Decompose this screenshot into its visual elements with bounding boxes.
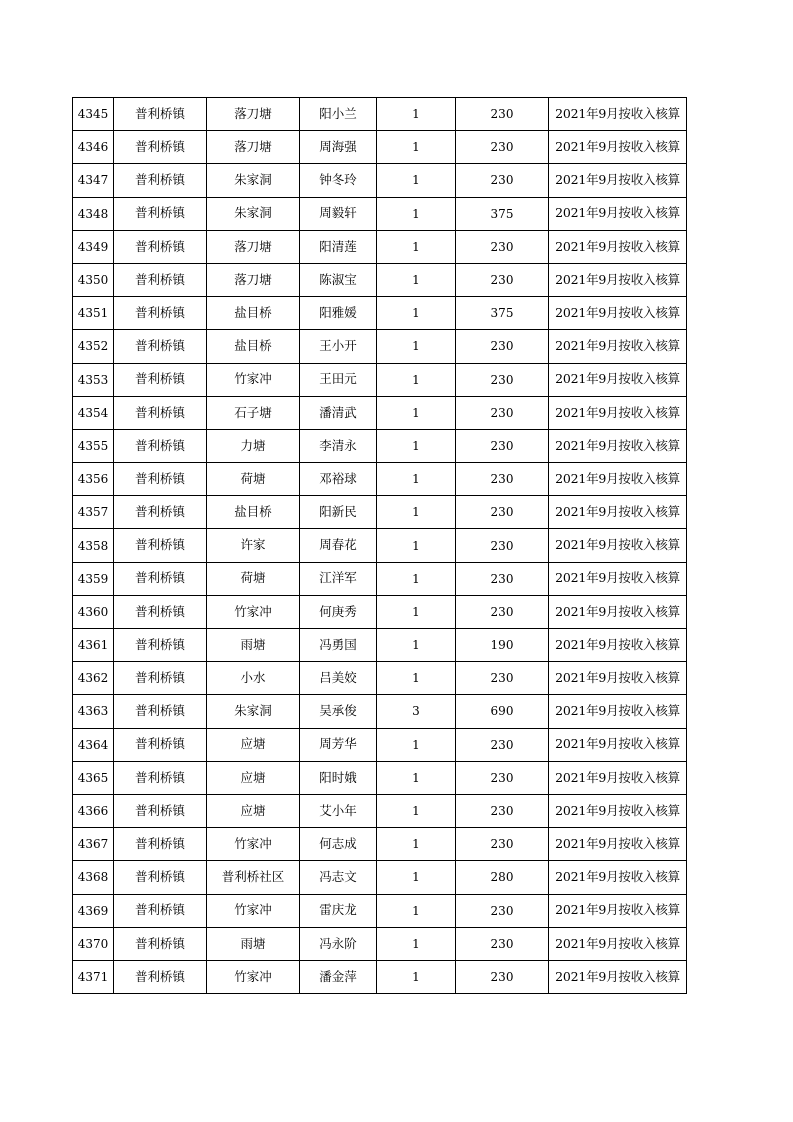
cell-note: 2021年9月按收入核算	[549, 728, 687, 761]
cell-note: 2021年9月按收入核算	[549, 396, 687, 429]
cell-amount: 230	[456, 230, 549, 263]
cell-note: 2021年9月按收入核算	[549, 98, 687, 131]
cell-name: 艾小年	[300, 794, 377, 827]
cell-town: 普利桥镇	[114, 496, 207, 529]
cell-id: 4355	[73, 429, 114, 462]
cell-village: 竹家冲	[207, 363, 300, 396]
cell-note: 2021年9月按收入核算	[549, 861, 687, 894]
cell-name: 冯志文	[300, 861, 377, 894]
cell-count: 1	[377, 595, 456, 628]
cell-town: 普利桥镇	[114, 629, 207, 662]
cell-note: 2021年9月按收入核算	[549, 695, 687, 728]
cell-town: 普利桥镇	[114, 861, 207, 894]
cell-id: 4357	[73, 496, 114, 529]
cell-village: 荷塘	[207, 562, 300, 595]
cell-amount: 230	[456, 396, 549, 429]
table-row	[73, 728, 687, 761]
cell-note: 2021年9月按收入核算	[549, 562, 687, 595]
table-row	[73, 98, 687, 131]
cell-village: 朱家洞	[207, 695, 300, 728]
cell-id: 4361	[73, 629, 114, 662]
cell-amount: 230	[456, 164, 549, 197]
cell-id: 4365	[73, 761, 114, 794]
cell-name: 阳时娥	[300, 761, 377, 794]
cell-amount: 230	[456, 562, 549, 595]
cell-amount: 375	[456, 197, 549, 230]
cell-village: 许家	[207, 529, 300, 562]
cell-amount: 190	[456, 629, 549, 662]
cell-village: 盐目桥	[207, 330, 300, 363]
table-row	[73, 662, 687, 695]
cell-id: 4352	[73, 330, 114, 363]
cell-town: 普利桥镇	[114, 794, 207, 827]
cell-town: 普利桥镇	[114, 164, 207, 197]
cell-count: 1	[377, 297, 456, 330]
cell-amount: 230	[456, 131, 549, 164]
cell-village: 落刀塘	[207, 230, 300, 263]
cell-name: 陈淑宝	[300, 263, 377, 296]
table-row	[73, 629, 687, 662]
cell-id: 4346	[73, 131, 114, 164]
table-row	[73, 595, 687, 628]
cell-village: 竹家冲	[207, 828, 300, 861]
cell-name: 何庚秀	[300, 595, 377, 628]
table-row	[73, 861, 687, 894]
table-body	[73, 98, 687, 994]
cell-count: 1	[377, 662, 456, 695]
cell-note: 2021年9月按收入核算	[549, 429, 687, 462]
cell-village: 小水	[207, 662, 300, 695]
cell-amount: 230	[456, 794, 549, 827]
table-row	[73, 960, 687, 993]
cell-id: 4347	[73, 164, 114, 197]
cell-count: 1	[377, 960, 456, 993]
cell-name: 雷庆龙	[300, 894, 377, 927]
table-row	[73, 562, 687, 595]
cell-amount: 280	[456, 861, 549, 894]
cell-name: 冯勇国	[300, 629, 377, 662]
cell-amount: 230	[456, 98, 549, 131]
cell-amount: 690	[456, 695, 549, 728]
cell-count: 1	[377, 197, 456, 230]
cell-id: 4370	[73, 927, 114, 960]
cell-id: 4369	[73, 894, 114, 927]
cell-note: 2021年9月按收入核算	[549, 894, 687, 927]
cell-village: 落刀塘	[207, 131, 300, 164]
cell-amount: 230	[456, 828, 549, 861]
cell-village: 竹家冲	[207, 960, 300, 993]
cell-amount: 230	[456, 429, 549, 462]
cell-village: 普利桥社区	[207, 861, 300, 894]
cell-village: 力塘	[207, 429, 300, 462]
cell-amount: 230	[456, 529, 549, 562]
table-row	[73, 529, 687, 562]
cell-count: 1	[377, 794, 456, 827]
cell-note: 2021年9月按收入核算	[549, 662, 687, 695]
cell-amount: 230	[456, 330, 549, 363]
cell-count: 1	[377, 463, 456, 496]
cell-name: 江洋军	[300, 562, 377, 595]
cell-town: 普利桥镇	[114, 595, 207, 628]
cell-count: 1	[377, 728, 456, 761]
cell-id: 4345	[73, 98, 114, 131]
cell-id: 4359	[73, 562, 114, 595]
table-row	[73, 131, 687, 164]
cell-name: 李清永	[300, 429, 377, 462]
cell-village: 应塘	[207, 728, 300, 761]
cell-village: 石子塘	[207, 396, 300, 429]
cell-village: 朱家洞	[207, 197, 300, 230]
cell-note: 2021年9月按收入核算	[549, 197, 687, 230]
cell-id: 4371	[73, 960, 114, 993]
cell-village: 雨塘	[207, 629, 300, 662]
cell-amount: 230	[456, 595, 549, 628]
cell-village: 应塘	[207, 761, 300, 794]
cell-count: 1	[377, 562, 456, 595]
cell-town: 普利桥镇	[114, 396, 207, 429]
cell-village: 盐目桥	[207, 297, 300, 330]
cell-count: 1	[377, 529, 456, 562]
cell-amount: 230	[456, 662, 549, 695]
cell-village: 应塘	[207, 794, 300, 827]
cell-amount: 230	[456, 728, 549, 761]
cell-count: 1	[377, 98, 456, 131]
cell-town: 普利桥镇	[114, 761, 207, 794]
cell-note: 2021年9月按收入核算	[549, 230, 687, 263]
cell-note: 2021年9月按收入核算	[549, 828, 687, 861]
cell-village: 落刀塘	[207, 263, 300, 296]
cell-note: 2021年9月按收入核算	[549, 363, 687, 396]
cell-id: 4363	[73, 695, 114, 728]
cell-id: 4348	[73, 197, 114, 230]
cell-town: 普利桥镇	[114, 894, 207, 927]
cell-name: 吕美姣	[300, 662, 377, 695]
table-row	[73, 197, 687, 230]
cell-note: 2021年9月按收入核算	[549, 529, 687, 562]
cell-note: 2021年9月按收入核算	[549, 761, 687, 794]
cell-note: 2021年9月按收入核算	[549, 164, 687, 197]
cell-count: 1	[377, 164, 456, 197]
cell-name: 王田元	[300, 363, 377, 396]
cell-amount: 230	[456, 894, 549, 927]
cell-note: 2021年9月按收入核算	[549, 595, 687, 628]
cell-town: 普利桥镇	[114, 728, 207, 761]
cell-count: 1	[377, 330, 456, 363]
cell-note: 2021年9月按收入核算	[549, 131, 687, 164]
cell-amount: 230	[456, 363, 549, 396]
cell-id: 4358	[73, 529, 114, 562]
cell-note: 2021年9月按收入核算	[549, 263, 687, 296]
cell-id: 4368	[73, 861, 114, 894]
cell-id: 4353	[73, 363, 114, 396]
cell-id: 4350	[73, 263, 114, 296]
cell-town: 普利桥镇	[114, 263, 207, 296]
cell-town: 普利桥镇	[114, 429, 207, 462]
cell-name: 阳雅媛	[300, 297, 377, 330]
cell-count: 1	[377, 894, 456, 927]
cell-count: 1	[377, 496, 456, 529]
cell-name: 潘清武	[300, 396, 377, 429]
cell-amount: 230	[456, 463, 549, 496]
cell-town: 普利桥镇	[114, 927, 207, 960]
cell-count: 1	[377, 131, 456, 164]
cell-name: 冯永阶	[300, 927, 377, 960]
cell-name: 周海强	[300, 131, 377, 164]
cell-town: 普利桥镇	[114, 98, 207, 131]
cell-amount: 230	[456, 927, 549, 960]
cell-count: 1	[377, 861, 456, 894]
cell-town: 普利桥镇	[114, 230, 207, 263]
cell-id: 4366	[73, 794, 114, 827]
cell-town: 普利桥镇	[114, 330, 207, 363]
cell-name: 何志成	[300, 828, 377, 861]
cell-note: 2021年9月按收入核算	[549, 463, 687, 496]
cell-id: 4364	[73, 728, 114, 761]
cell-id: 4360	[73, 595, 114, 628]
cell-name: 王小开	[300, 330, 377, 363]
cell-count: 1	[377, 363, 456, 396]
cell-count: 1	[377, 828, 456, 861]
cell-village: 朱家洞	[207, 164, 300, 197]
cell-village: 竹家冲	[207, 595, 300, 628]
cell-town: 普利桥镇	[114, 197, 207, 230]
table-row	[73, 363, 687, 396]
cell-name: 潘金萍	[300, 960, 377, 993]
cell-note: 2021年9月按收入核算	[549, 496, 687, 529]
cell-town: 普利桥镇	[114, 529, 207, 562]
cell-note: 2021年9月按收入核算	[549, 794, 687, 827]
cell-id: 4362	[73, 662, 114, 695]
cell-town: 普利桥镇	[114, 695, 207, 728]
cell-note: 2021年9月按收入核算	[549, 330, 687, 363]
cell-note: 2021年9月按收入核算	[549, 629, 687, 662]
table-row	[73, 230, 687, 263]
table-row	[73, 463, 687, 496]
table-row	[73, 828, 687, 861]
cell-id: 4367	[73, 828, 114, 861]
table-row	[73, 894, 687, 927]
table-row	[73, 330, 687, 363]
cell-count: 1	[377, 629, 456, 662]
cell-name: 周春花	[300, 529, 377, 562]
table-row	[73, 794, 687, 827]
cell-village: 竹家冲	[207, 894, 300, 927]
cell-name: 钟冬玲	[300, 164, 377, 197]
table-row	[73, 695, 687, 728]
cell-village: 落刀塘	[207, 98, 300, 131]
table-row	[73, 396, 687, 429]
cell-count: 1	[377, 230, 456, 263]
cell-town: 普利桥镇	[114, 131, 207, 164]
cell-note: 2021年9月按收入核算	[549, 927, 687, 960]
cell-name: 吴承俊	[300, 695, 377, 728]
cell-town: 普利桥镇	[114, 960, 207, 993]
cell-name: 阳清莲	[300, 230, 377, 263]
cell-village: 盐目桥	[207, 496, 300, 529]
cell-village: 荷塘	[207, 463, 300, 496]
cell-name: 阳小兰	[300, 98, 377, 131]
cell-town: 普利桥镇	[114, 562, 207, 595]
table-row	[73, 496, 687, 529]
table-row	[73, 761, 687, 794]
cell-amount: 230	[456, 263, 549, 296]
records-table	[72, 97, 687, 994]
cell-note: 2021年9月按收入核算	[549, 960, 687, 993]
table-row	[73, 263, 687, 296]
cell-id: 4356	[73, 463, 114, 496]
cell-name: 邓裕球	[300, 463, 377, 496]
cell-amount: 375	[456, 297, 549, 330]
cell-town: 普利桥镇	[114, 463, 207, 496]
cell-id: 4351	[73, 297, 114, 330]
cell-count: 1	[377, 429, 456, 462]
table-row	[73, 164, 687, 197]
cell-name: 周毅轩	[300, 197, 377, 230]
cell-count: 1	[377, 263, 456, 296]
cell-name: 阳新民	[300, 496, 377, 529]
cell-count: 1	[377, 761, 456, 794]
cell-town: 普利桥镇	[114, 662, 207, 695]
cell-village: 雨塘	[207, 927, 300, 960]
cell-town: 普利桥镇	[114, 828, 207, 861]
cell-count: 1	[377, 927, 456, 960]
cell-amount: 230	[456, 761, 549, 794]
cell-name: 周芳华	[300, 728, 377, 761]
table-row	[73, 297, 687, 330]
cell-count: 3	[377, 695, 456, 728]
cell-note: 2021年9月按收入核算	[549, 297, 687, 330]
cell-id: 4354	[73, 396, 114, 429]
table-row	[73, 927, 687, 960]
cell-town: 普利桥镇	[114, 297, 207, 330]
cell-amount: 230	[456, 496, 549, 529]
cell-count: 1	[377, 396, 456, 429]
cell-id: 4349	[73, 230, 114, 263]
cell-town: 普利桥镇	[114, 363, 207, 396]
cell-amount: 230	[456, 960, 549, 993]
table-row	[73, 429, 687, 462]
